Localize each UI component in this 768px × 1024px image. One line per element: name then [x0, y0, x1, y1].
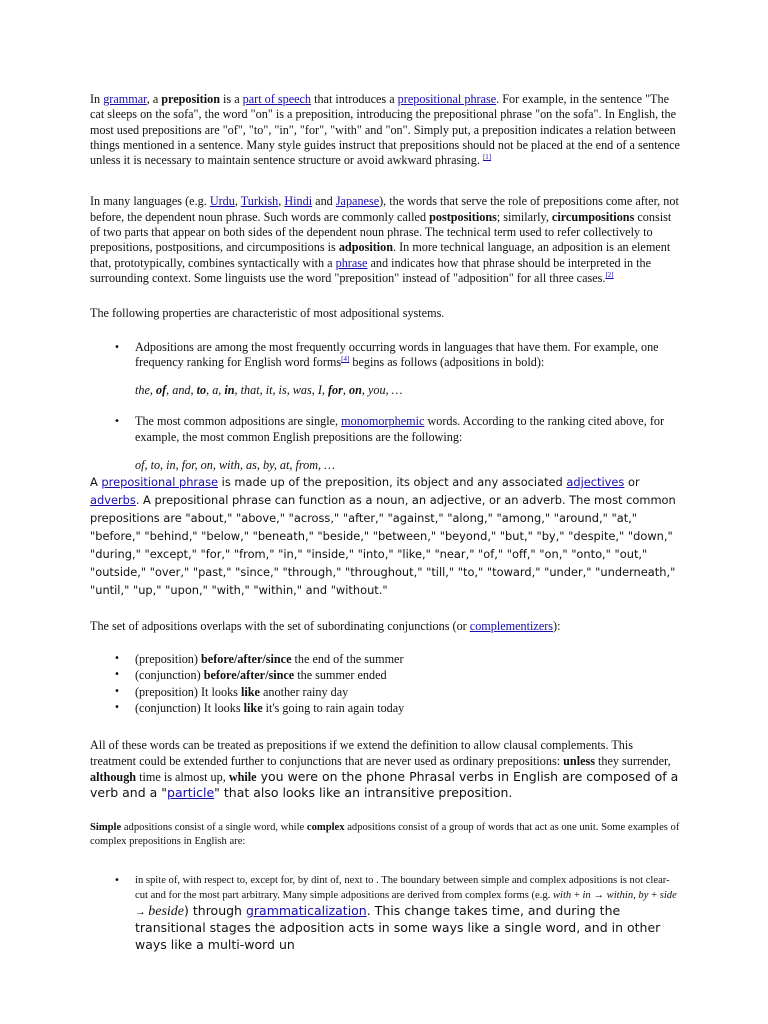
link-japanese[interactable]: Japanese [335, 194, 380, 209]
list-item: • The most common adpositions are single, monomorphemic words. According to the ranking cited above, for example, the most common English prepositions are the following: [90, 414, 680, 445]
complex-prepositions-list [90, 873, 680, 954]
link-monomorphemic[interactable]: monomorphemic [341, 414, 425, 429]
conjunctions-intro: The set of adpositions overlaps with the set of subordinating conjunctions (or complementizers): [90, 619, 561, 634]
list-item: • (conjunction) before/after/since the summer ended [90, 667, 680, 684]
term-circumpositions: circumpositions [551, 209, 635, 224]
link-adverbs[interactable]: adverbs [90, 493, 136, 508]
link-particle[interactable]: particle [167, 784, 215, 800]
link-grammar[interactable]: grammar [103, 92, 147, 106]
link-complementizers[interactable]: complementizers [469, 619, 554, 634]
term-preposition: preposition [161, 92, 220, 106]
simple-complex-paragraph: Simple adpositions consist of a single word, while complex adpositions consist of a group of words that act as one unit. Some examples of complex prepositions in English are: [90, 821, 680, 847]
link-urdu[interactable]: Urdu [209, 194, 235, 209]
prepositional-phrase-paragraph: A prepositional phrase is made up of the preposition, its object and any associated adjectives or adverbs. A prepositional phrase can function as a noun, an adjective, or an adverb. The most common prepositions are "about," "above," "across," "after," "against," "along," "among," "around," "at," "before," "behind," "below," "beneath," "beside," "between," "beyond," "but," "by," "despite," "down," "during," "except," "for," "from," "in," "inside," "into," "like," "near," "of," "off," "on," "onto," "out," "outside," "over," "past," "since," "through," "throughout," "till," "to," "toward," "under," "underneath," "until," "up," "upon," "with," "within," and "without." [90, 475, 676, 598]
reference-4[interactable]: [4] [341, 354, 350, 363]
term-adposition: adposition [338, 240, 394, 255]
link-part-of-speech[interactable]: part of speech [242, 92, 312, 106]
term-postpositions: postpositions [429, 209, 497, 224]
list-item: • Adpositions are among the most frequently occurring words in languages that have them. For example, one frequency ranking for English word forms[4] begins as follows (adpositions in bold): [90, 340, 680, 371]
link-hindi[interactable]: Hindi [284, 194, 313, 209]
list-item: • (preposition) before/after/since the end of the summer [90, 651, 680, 668]
reference-1[interactable]: [1] [482, 153, 492, 162]
intro-paragraph: In grammar, a preposition is a part of speech that introduces a prepositional phrase. For example, in the sentence "The cat sleeps on the sofa", the word "on" is a preposition, introducing the prepositional phrase "on the sofa". In English, the most used prepositions are "of", "to", "in", "for", "with" and "on". Simply put, a preposition indicates a relation between things mentioned in a sentence. Many style guides instruct that prepositions should not be placed at the end of a sentence unless it is necessary to maintain sentence structure or avoid awkward phrasing. [1] [90, 92, 680, 168]
link-adjectives[interactable]: adjectives [566, 475, 625, 490]
list-item: • (preposition) It looks like another rainy day [90, 684, 680, 701]
adposition-paragraph: In many languages (e.g. Urdu, Turkish, Hindi and Japanese), the words that serve the role of prepositions come after, not before, the dependent noun phrase. Such words are commonly called postpositions; similarly, circumpositions consist of two parts that appear on both sides of the dependent noun phrase. The technical term used to refer collectively to prepositions, postpositions, and circumpositions is adposition. In more technical language, an adposition is an element that, prototypically, combines syntactically with a phrase and indicates how that phrase should be interpreted in the surrounding context. Some linguists use the word "preposition" instead of "adposition" for all three cases.[2] [90, 194, 679, 285]
list-item: • in spite of, with respect to, except for, by dint of, next to . The boundary between simple and complex adpositions is not clear-cut and for the most part arbitrary. Many simple adpositions are derived from complex forms (e.g. with + in → within, by + side → beside) through grammaticalization. This change takes time, and during the transitional stages the adposition acts in some ways like a single word, and in other ways like a multi-word un [90, 873, 680, 954]
common-prepositions-example: of, to, in, for, on, with, as, by, at, from, … [135, 458, 335, 473]
conjunction-examples-list [90, 651, 680, 717]
link-prepositional-phrase-2[interactable]: prepositional phrase [101, 475, 219, 490]
link-grammaticalization[interactable]: grammaticalization [245, 902, 367, 918]
link-prepositional-phrase[interactable]: prepositional phrase [397, 92, 497, 106]
article-body [90, 92, 680, 954]
link-phrase[interactable]: phrase [335, 255, 368, 270]
properties-list-2 [90, 414, 680, 445]
frequency-example: the, of, and, to, a, in, that, it, is, was, I, for, on, you, … [135, 383, 403, 398]
properties-intro: The following properties are characteristic of most adpositional systems. [90, 306, 445, 321]
list-item: • (conjunction) It looks like it's going to rain again today [90, 700, 680, 717]
properties-list [90, 340, 680, 371]
reference-2[interactable]: [2] [605, 270, 614, 279]
link-turkish[interactable]: Turkish [240, 194, 279, 209]
clausal-complements-paragraph: All of these words can be treated as prepositions if we extend the definition to allow clausal complements. This treatment could be extended further to conjunctions that are never used as ordinary prepositions: unless they surrender, although time is almost up, while you were on the phone Phrasal verbs in English are composed of a verb and a "particle" that also looks like an intransitive preposition. [90, 737, 679, 800]
